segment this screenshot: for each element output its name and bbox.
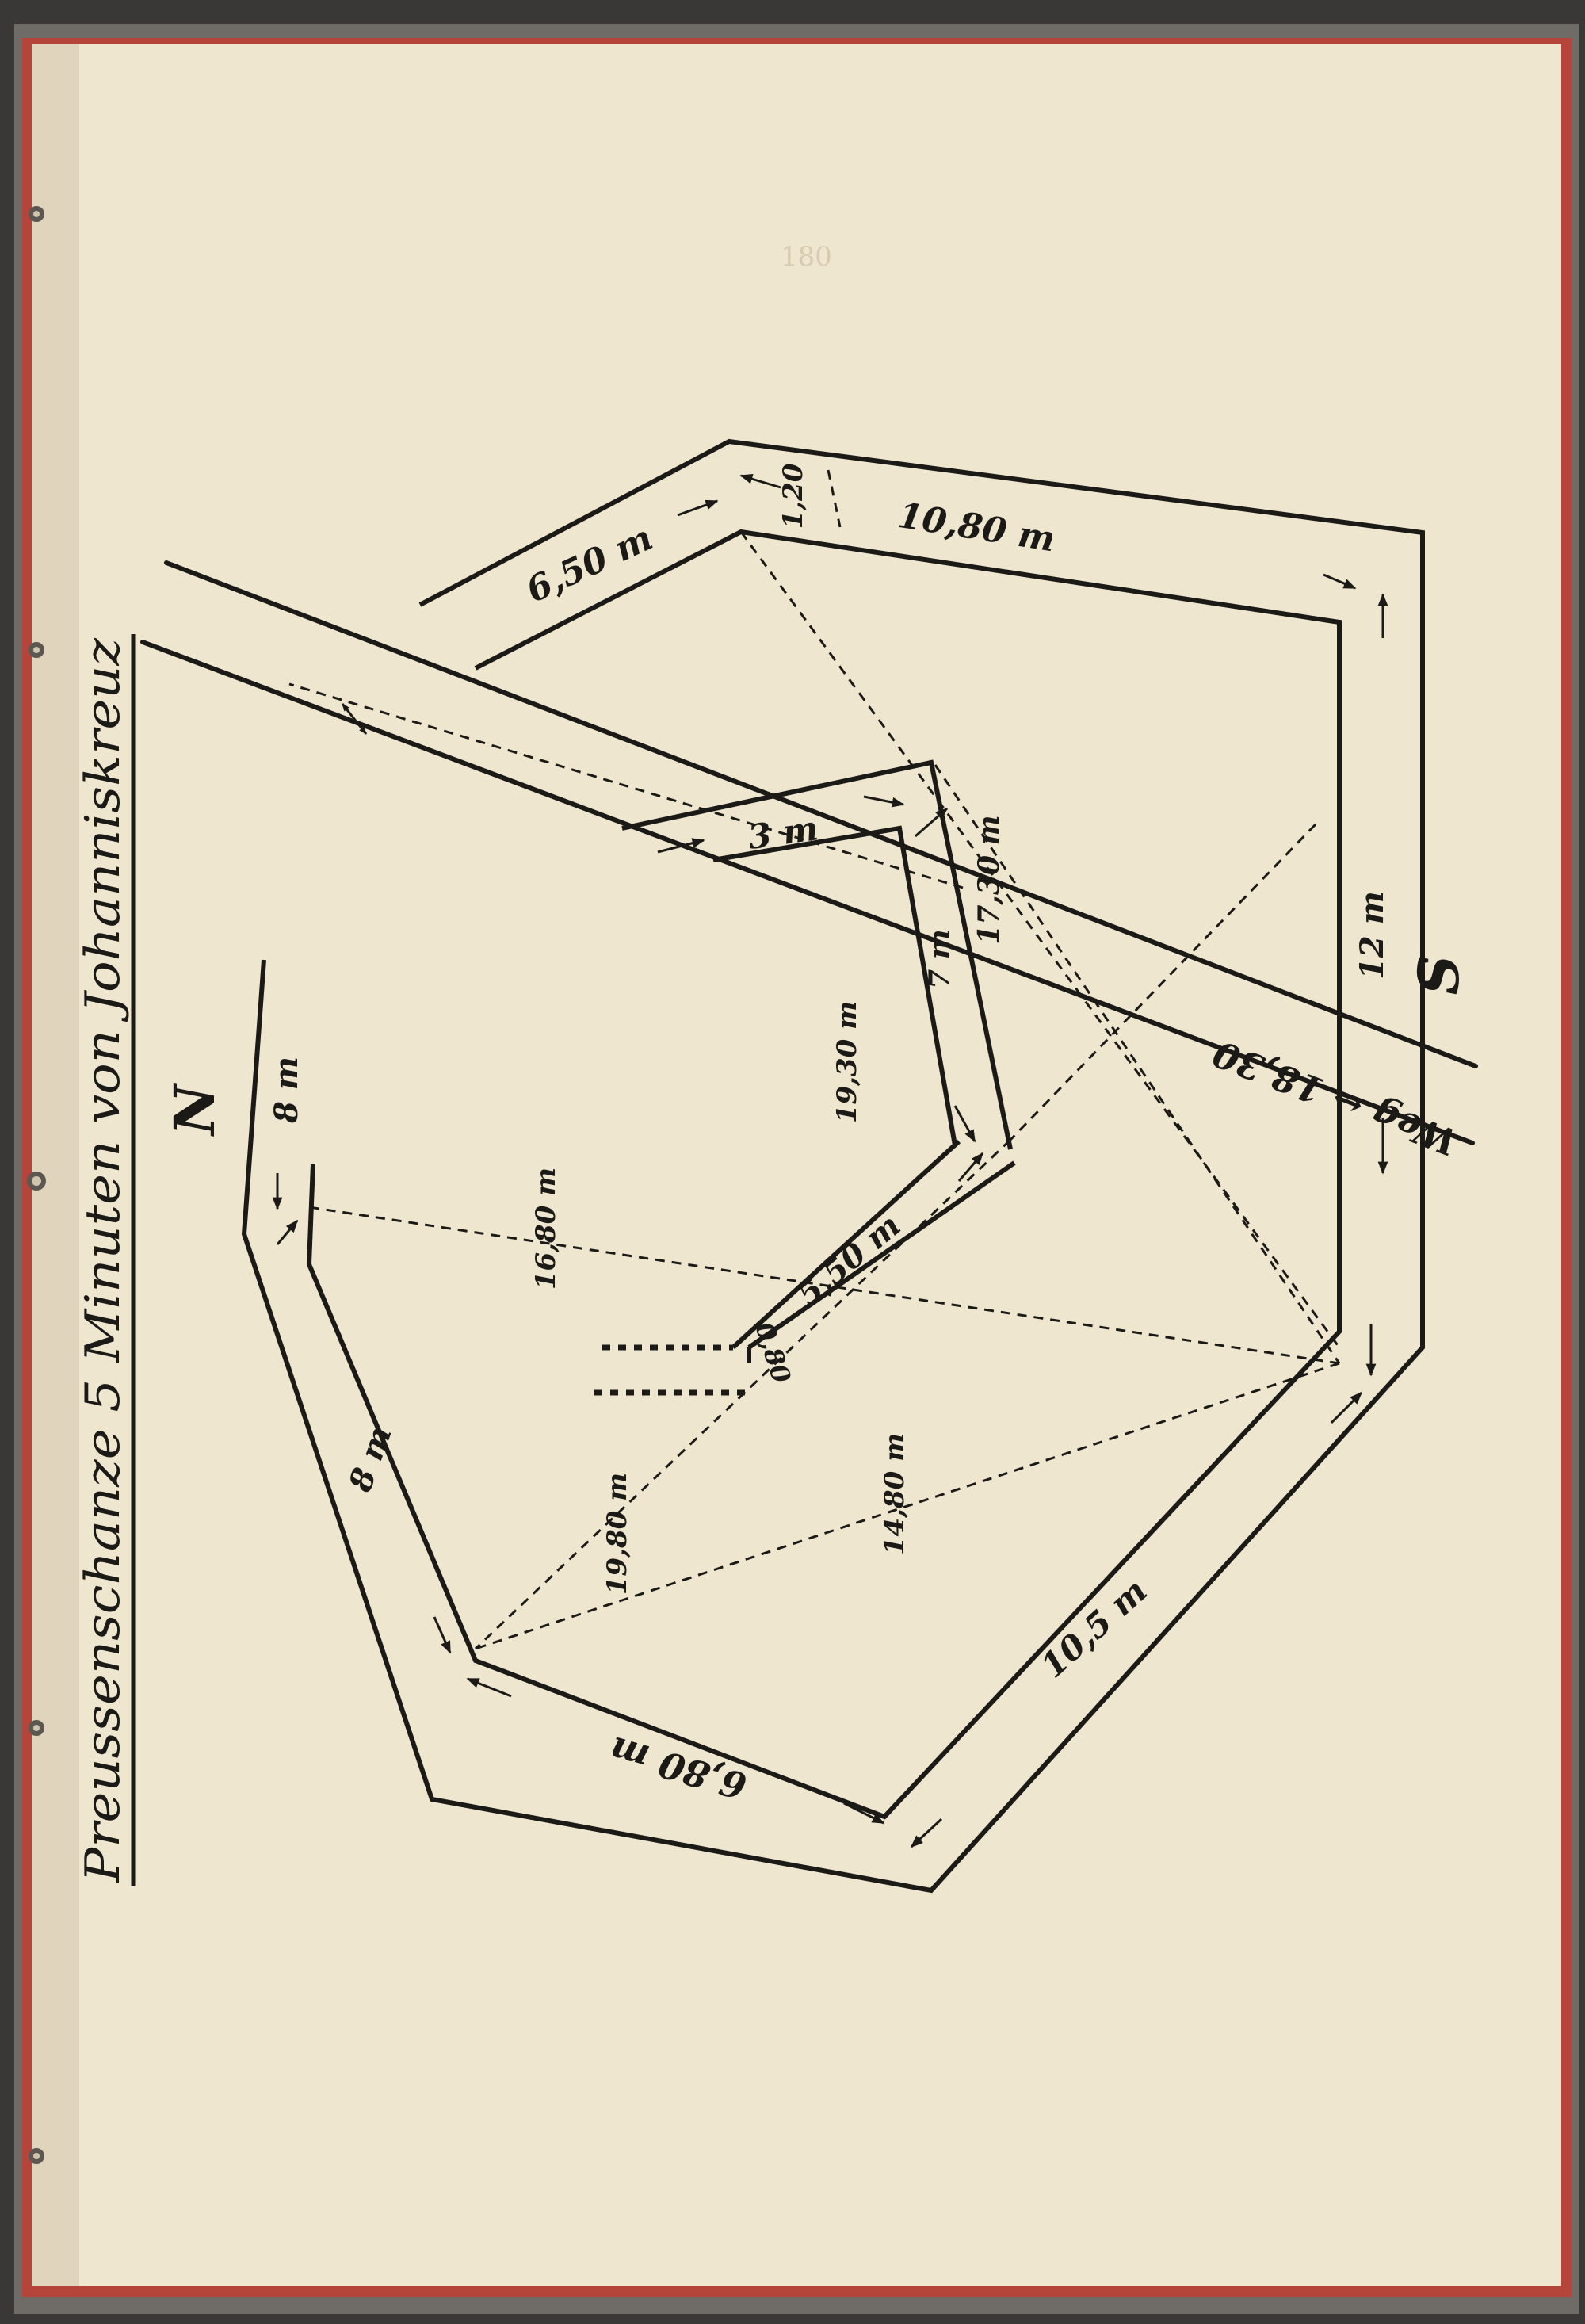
dim-label-12: 12 m: [1354, 891, 1391, 980]
dim-label-1-20: 1,20: [777, 463, 809, 529]
dim-label-0-80: 0,80: [749, 1318, 797, 1387]
figure-title: [75, 634, 133, 1886]
dim-label-8-lower: 8 m: [341, 1420, 399, 1496]
dim-label-19-80: 19,80 m: [602, 1472, 633, 1596]
compass-south-label: S: [1406, 954, 1472, 996]
dim-label-10-80: 10,80 m: [895, 495, 1058, 560]
bleed-through-page-number: 180: [781, 241, 832, 273]
dim-label-14-80: 14,80 m: [879, 1432, 911, 1556]
road-label: Weg ↔ 18,30: [1207, 1031, 1463, 1164]
dim-label-17-30: 17,30 m: [972, 815, 1006, 945]
dim-label-19-30: 19,30 m: [831, 1000, 863, 1124]
dim-label-16-80: 16,80 m: [530, 1167, 562, 1290]
dim-label-6-50: 6,50 m: [520, 518, 659, 611]
page-gutter-shadow: [32, 44, 79, 2286]
page-paper: [32, 44, 1561, 2286]
dim-label-8-upper: 8 m: [268, 1056, 305, 1124]
figure-title-text: Preussenschanze 5 Minuten von Johanniskreuz: [75, 744, 131, 1883]
dim-label-10-5: 10,5 m: [1033, 1571, 1155, 1686]
dim-label-5-50: 5,50 m: [790, 1206, 908, 1314]
dim-label-7: 7 m: [923, 929, 957, 989]
dim-label-6-80: 6,80 m: [605, 1728, 751, 1808]
dim-label-3: 3 m: [745, 808, 821, 858]
compass-north-label: N: [162, 1084, 227, 1135]
